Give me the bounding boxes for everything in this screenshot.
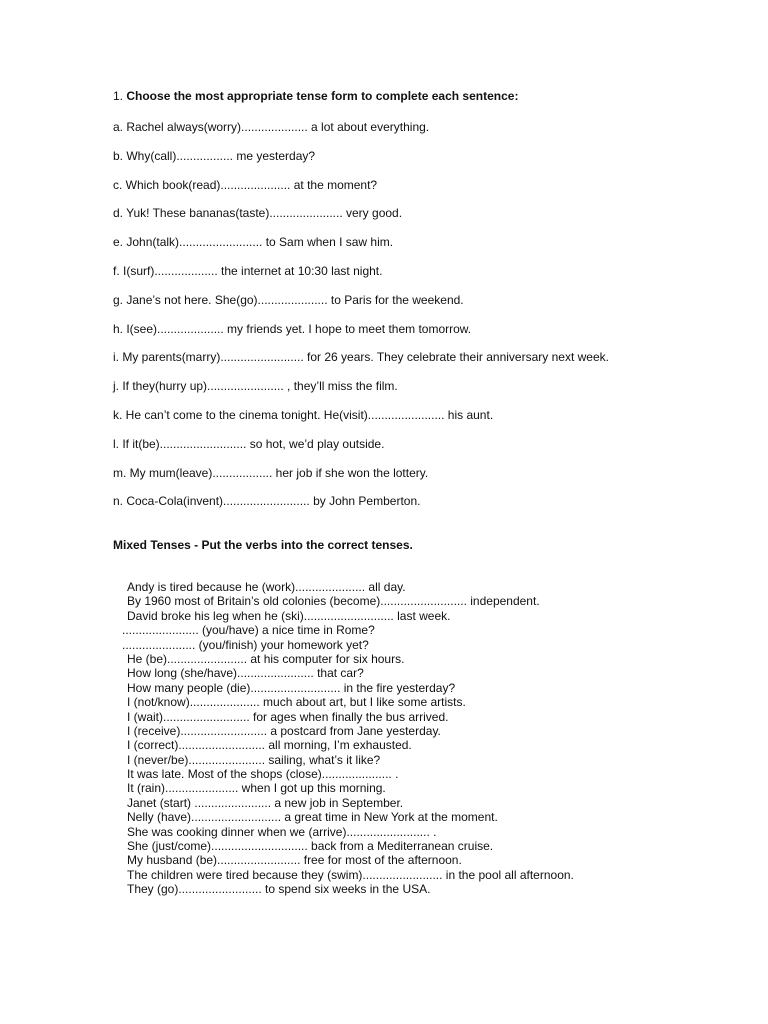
exercise-2-list: [122, 580, 574, 897]
exercise-2-sentence: I (never/be)....................... sailing, what’s it like?: [127, 752, 381, 767]
exercise-2-sentence: I (receive).......................... a postcard from Jane yesterday.: [127, 723, 441, 738]
exercise-2-sentence: How long (she/have)....................... that car?: [127, 666, 364, 681]
exercise-2-sentence: He (be)........................ at his computer for six hours.: [127, 651, 405, 666]
exercise-1-heading: [113, 89, 518, 103]
exercise-2-sentence: How many people (die)........................... in the fire yesterday?: [127, 680, 456, 695]
exercise-1-sentence: e. John(talk)......................... to Sam when I saw him.: [113, 235, 394, 250]
exercise-1-sentence: a. Rachel always(worry).................... a lot about everything.: [113, 120, 430, 134]
exercise-1-sentence: l. If it(be).......................... so hot, we’d play outside.: [113, 436, 385, 451]
exercise-2-sentence: The children were tired because they (swim)........................ in the pool all afternoon.: [127, 867, 574, 882]
exercise-2-sentence: By 1960 most of Britain’s old colonies (become).......................... independent.: [127, 594, 540, 609]
exercise-1-list: [113, 119, 609, 522]
exercise-2-title: Mixed Tenses: [113, 538, 191, 552]
exercise-2-sentence: It (rain)...................... when I got up this morning.: [127, 781, 386, 796]
exercise-2-sentence: My husband (be)......................... free for most of the afternoon.: [127, 853, 462, 868]
exercise-2-sentence: ...................... (you/finish) your homework yet?: [122, 637, 369, 652]
exercise-2-sentence: She (just/come)............................. back from a Mediterranean cruise.: [127, 839, 494, 854]
exercise-1-sentence: n. Coca-Cola(invent).......................... by John Pemberton.: [113, 494, 421, 509]
exercise-2-sentence: I (wait).......................... for ages when finally the bus arrived.: [127, 709, 449, 724]
exercise-2-sentence: It was late. Most of the shops (close)..................... .: [127, 767, 399, 782]
exercise-1-number: 1.: [113, 89, 124, 103]
exercise-2-sentence: I (correct).......................... all morning, I’m exhausted.: [127, 738, 412, 753]
exercise-1-sentence: j. If they(hurry up)....................... , they’ll miss the film.: [113, 379, 398, 394]
exercise-2-sentence: They (go)......................... to spend six weeks in the USA.: [127, 882, 431, 897]
exercise-2-instruction: - Put the verbs into the correct tenses.: [190, 538, 413, 552]
exercise-1-sentence: i. My parents(marry)......................... for 26 years. They celebrate their anniversary next week.: [113, 350, 609, 365]
exercise-1-sentence: d. Yuk! These bananas(taste)...................... very good.: [113, 206, 403, 221]
exercise-1-instruction: Choose the most appropriate tense form to complete each sentence:: [126, 89, 519, 103]
exercise-1-sentence: h. I(see).................... my friends yet. I hope to meet them tomorrow.: [113, 321, 472, 336]
exercise-1-sentence: m. My mum(leave).................. her job if she won the lottery.: [113, 465, 429, 480]
exercise-2-sentence: I (not/know)..................... much about art, but I like some artists.: [127, 695, 466, 710]
exercise-1-sentence: g. Jane’s not here. She(go)..................... to Paris for the weekend.: [113, 292, 464, 307]
exercise-2-sentence: Andy is tired because he (work)..................... all day.: [127, 580, 406, 594]
exercise-1-sentence: k. He can’t come to the cinema tonight. He(visit)....................... his aunt.: [113, 407, 494, 422]
exercise-1-sentence: f. I(surf)................... the internet at 10:30 last night.: [113, 263, 383, 278]
exercise-2-heading: [113, 538, 413, 552]
exercise-2-sentence: David broke his leg when he (ski)........................... last week.: [127, 608, 451, 623]
exercise-2-sentence: Nelly (have)........................... a great time in New York at the moment.: [127, 810, 498, 825]
exercise-1-sentence: c. Which book(read)..................... at the moment?: [113, 177, 378, 192]
exercise-2-sentence: ....................... (you/have) a nice time in Rome?: [122, 623, 375, 638]
exercise-1-sentence: b. Why(call)................. me yesterday?: [113, 148, 316, 163]
exercise-2-sentence: Janet (start) ....................... a new job in September.: [127, 795, 404, 810]
exercise-2-sentence: She was cooking dinner when we (arrive)......................... .: [127, 824, 437, 839]
